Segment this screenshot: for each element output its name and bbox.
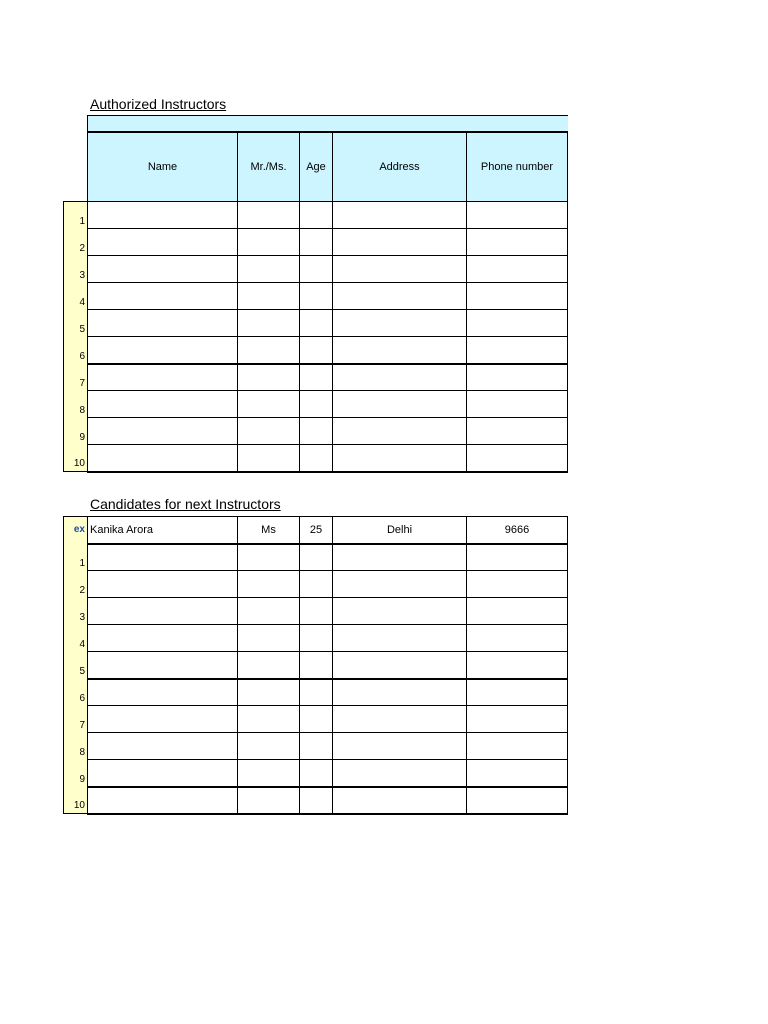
cell-name[interactable] bbox=[88, 202, 238, 229]
cell-name[interactable] bbox=[88, 310, 238, 337]
cell-name[interactable] bbox=[88, 364, 238, 391]
cell-name[interactable] bbox=[88, 418, 238, 445]
cell-mr-ms[interactable] bbox=[238, 391, 300, 418]
cell-name[interactable] bbox=[88, 391, 238, 418]
candidates-title: Candidates for next Instructors bbox=[90, 496, 281, 512]
cell-address[interactable] bbox=[333, 364, 467, 391]
cell-age[interactable] bbox=[300, 787, 333, 814]
header-name: Name bbox=[88, 132, 238, 202]
cell-address[interactable] bbox=[333, 760, 467, 787]
example-name[interactable]: Kanika Arora bbox=[88, 517, 238, 544]
cell-name[interactable] bbox=[88, 256, 238, 283]
cell-mr-ms[interactable] bbox=[238, 229, 300, 256]
cell-age[interactable] bbox=[300, 733, 333, 760]
row-number: 3 bbox=[64, 598, 88, 625]
cell-phone[interactable] bbox=[467, 445, 568, 472]
cell-age[interactable] bbox=[300, 337, 333, 364]
table-row bbox=[64, 760, 568, 787]
cell-age[interactable] bbox=[300, 571, 333, 598]
row-number: 4 bbox=[64, 283, 88, 310]
cell-phone[interactable] bbox=[467, 679, 568, 706]
row-number: 2 bbox=[64, 571, 88, 598]
example-label: ex bbox=[64, 517, 88, 544]
cell-phone[interactable] bbox=[467, 598, 568, 625]
table-row bbox=[64, 391, 568, 418]
header-mr-ms: Mr./Ms. bbox=[238, 132, 300, 202]
table-row bbox=[64, 229, 568, 256]
table-row bbox=[64, 364, 568, 391]
cell-phone[interactable] bbox=[467, 364, 568, 391]
row-number: 3 bbox=[64, 256, 88, 283]
cell-mr-ms[interactable] bbox=[238, 202, 300, 229]
cell-address[interactable] bbox=[333, 445, 467, 472]
cell-phone[interactable] bbox=[467, 256, 568, 283]
cell-age[interactable] bbox=[300, 445, 333, 472]
authorized-instructors-table bbox=[63, 131, 568, 473]
cell-age[interactable] bbox=[300, 202, 333, 229]
cell-address[interactable] bbox=[333, 787, 467, 814]
cell-mr-ms[interactable] bbox=[238, 679, 300, 706]
cell-age[interactable] bbox=[300, 364, 333, 391]
cell-age[interactable] bbox=[300, 760, 333, 787]
cell-name[interactable] bbox=[88, 652, 238, 679]
table-row bbox=[64, 445, 568, 472]
cell-name[interactable] bbox=[88, 706, 238, 733]
row-number: 8 bbox=[64, 391, 88, 418]
table-row bbox=[64, 733, 568, 760]
cell-address[interactable] bbox=[333, 706, 467, 733]
cell-phone[interactable] bbox=[467, 337, 568, 364]
cell-phone[interactable] bbox=[467, 418, 568, 445]
authorized-rows bbox=[64, 202, 568, 472]
cell-name[interactable] bbox=[88, 283, 238, 310]
row-number: 10 bbox=[64, 445, 88, 472]
cell-name[interactable] bbox=[88, 544, 238, 571]
row-number: 8 bbox=[64, 733, 88, 760]
cell-mr-ms[interactable] bbox=[238, 706, 300, 733]
cell-address[interactable] bbox=[333, 256, 467, 283]
row-number: 6 bbox=[64, 679, 88, 706]
cell-address[interactable] bbox=[333, 391, 467, 418]
table-row bbox=[64, 598, 568, 625]
cell-phone[interactable] bbox=[467, 787, 568, 814]
row-number: 6 bbox=[64, 337, 88, 364]
table-row bbox=[64, 706, 568, 733]
cell-age[interactable] bbox=[300, 598, 333, 625]
table-row bbox=[64, 202, 568, 229]
table-row bbox=[64, 418, 568, 445]
row-number: 4 bbox=[64, 625, 88, 652]
cell-age[interactable] bbox=[300, 229, 333, 256]
cell-age[interactable] bbox=[300, 256, 333, 283]
cell-phone[interactable] bbox=[467, 202, 568, 229]
cell-mr-ms[interactable] bbox=[238, 418, 300, 445]
example-phone[interactable]: 9666 bbox=[467, 517, 568, 544]
cell-phone[interactable] bbox=[467, 283, 568, 310]
row-number: 2 bbox=[64, 229, 88, 256]
cell-name[interactable] bbox=[88, 445, 238, 472]
table-row bbox=[64, 544, 568, 571]
cell-age[interactable] bbox=[300, 418, 333, 445]
table-row bbox=[64, 679, 568, 706]
cell-age[interactable] bbox=[300, 391, 333, 418]
cell-phone[interactable] bbox=[467, 544, 568, 571]
cell-name[interactable] bbox=[88, 598, 238, 625]
cell-name[interactable] bbox=[88, 760, 238, 787]
cell-mr-ms[interactable] bbox=[238, 337, 300, 364]
table-row bbox=[64, 337, 568, 364]
header-band bbox=[87, 115, 568, 131]
cell-phone[interactable] bbox=[467, 706, 568, 733]
cell-mr-ms[interactable] bbox=[238, 787, 300, 814]
cell-address[interactable] bbox=[333, 337, 467, 364]
cell-age[interactable] bbox=[300, 310, 333, 337]
row-number: 7 bbox=[64, 364, 88, 391]
table-row bbox=[64, 256, 568, 283]
cell-address[interactable] bbox=[333, 679, 467, 706]
cell-address[interactable] bbox=[333, 283, 467, 310]
table-row bbox=[64, 310, 568, 337]
cell-phone[interactable] bbox=[467, 571, 568, 598]
example-mr-ms[interactable]: Ms bbox=[238, 517, 300, 544]
row-number: 9 bbox=[64, 418, 88, 445]
cell-phone[interactable] bbox=[467, 760, 568, 787]
cell-name[interactable] bbox=[88, 625, 238, 652]
cell-mr-ms[interactable] bbox=[238, 625, 300, 652]
candidates-table bbox=[63, 516, 568, 815]
cell-mr-ms[interactable] bbox=[238, 256, 300, 283]
example-address[interactable]: Delhi bbox=[333, 517, 467, 544]
cell-phone[interactable] bbox=[467, 733, 568, 760]
corner-cell bbox=[64, 132, 88, 202]
cell-mr-ms[interactable] bbox=[238, 598, 300, 625]
table-row bbox=[64, 787, 568, 814]
cell-mr-ms[interactable] bbox=[238, 310, 300, 337]
row-number: 5 bbox=[64, 310, 88, 337]
cell-mr-ms[interactable] bbox=[238, 364, 300, 391]
candidates-rows bbox=[64, 517, 568, 814]
cell-name[interactable] bbox=[88, 571, 238, 598]
cell-age[interactable] bbox=[300, 679, 333, 706]
cell-address[interactable] bbox=[333, 544, 467, 571]
table-row bbox=[64, 283, 568, 310]
cell-name[interactable] bbox=[88, 733, 238, 760]
cell-address[interactable] bbox=[333, 571, 467, 598]
authorized-instructors-title: Authorized Instructors bbox=[90, 96, 227, 112]
cell-age[interactable] bbox=[300, 544, 333, 571]
row-number: 1 bbox=[64, 202, 88, 229]
table-row bbox=[64, 625, 568, 652]
cell-address[interactable] bbox=[333, 229, 467, 256]
example-age[interactable]: 25 bbox=[300, 517, 333, 544]
cell-mr-ms[interactable] bbox=[238, 283, 300, 310]
table-row bbox=[64, 652, 568, 679]
row-number: 9 bbox=[64, 760, 88, 787]
cell-phone[interactable] bbox=[467, 229, 568, 256]
cell-age[interactable] bbox=[300, 625, 333, 652]
cell-name[interactable] bbox=[88, 679, 238, 706]
cell-age[interactable] bbox=[300, 283, 333, 310]
cell-address[interactable] bbox=[333, 202, 467, 229]
cell-phone[interactable] bbox=[467, 391, 568, 418]
table-row bbox=[64, 571, 568, 598]
header-age: Age bbox=[300, 132, 333, 202]
cell-address[interactable] bbox=[333, 418, 467, 445]
cell-name[interactable] bbox=[88, 787, 238, 814]
cell-mr-ms[interactable] bbox=[238, 571, 300, 598]
cell-name[interactable] bbox=[88, 337, 238, 364]
example-row bbox=[64, 517, 568, 544]
cell-phone[interactable] bbox=[467, 310, 568, 337]
cell-address[interactable] bbox=[333, 310, 467, 337]
row-number: 1 bbox=[64, 544, 88, 571]
cell-name[interactable] bbox=[88, 229, 238, 256]
header-address: Address bbox=[333, 132, 467, 202]
row-number: 7 bbox=[64, 706, 88, 733]
cell-age[interactable] bbox=[300, 652, 333, 679]
cell-mr-ms[interactable] bbox=[238, 445, 300, 472]
row-number: 5 bbox=[64, 652, 88, 679]
cell-phone[interactable] bbox=[467, 625, 568, 652]
cell-phone[interactable] bbox=[467, 652, 568, 679]
cell-address[interactable] bbox=[333, 625, 467, 652]
row-number: 10 bbox=[64, 787, 88, 814]
cell-age[interactable] bbox=[300, 706, 333, 733]
cell-address[interactable] bbox=[333, 652, 467, 679]
cell-mr-ms[interactable] bbox=[238, 544, 300, 571]
header-phone-number: Phone number bbox=[467, 132, 568, 202]
cell-address[interactable] bbox=[333, 733, 467, 760]
cell-mr-ms[interactable] bbox=[238, 652, 300, 679]
cell-mr-ms[interactable] bbox=[238, 733, 300, 760]
cell-address[interactable] bbox=[333, 598, 467, 625]
cell-mr-ms[interactable] bbox=[238, 760, 300, 787]
